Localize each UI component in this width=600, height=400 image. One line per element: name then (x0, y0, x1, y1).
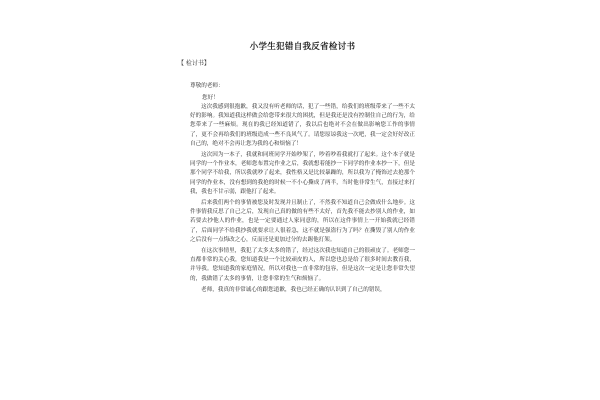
paragraph: 后来我们两个的事情被您及时发现并且制止了，不然我不知道自己会做成什么地步。这件事情我反思了自己之后，发现自己真的做的有些不太好，首先我不能去抄别人的作业，如若要去抄他人的作业，也是一定要通过人家同意的，所以在这件事情上一开始我就已经错了，后面同学不给我抄我就要求让人很着急，这不就是强盗行为了吗？在撕毁了别人的作业之后没有一点悔改之心，反而还是更加过分的去踢他打架。 (190, 200, 415, 243)
document-tag: 【 检讨书】 (178, 60, 210, 67)
paragraph: 老师，我真的非常诚心的跟您道歉，我也已经正确的认识到了自己的错误， (201, 286, 386, 293)
document-title: 小学生犯错自我反省检讨书 (249, 42, 356, 52)
paragraph: 这次因为一本子，我就和同班同学开始吵架了，吵着吵着我就打了起来。这个本子就是同学的一个作业本，老师您布置完作业之后，我就想着能抄一下同学的作业本抄一下，但是那个同学不给我，所以我就吵了起来，我性格又是比较暴躁的，所以我为了掩饰过去抢那个同学的作业本，没有想到的我抢的时候一不小心撕成了两半，当时他非常生气，直接过来打我，我也不甘示弱，跟他打了起来。 (190, 152, 415, 195)
salutation: 尊敬的老师： (190, 83, 224, 89)
document-page (178, 40, 415, 400)
paragraph: 这次我感到很抱歉，我又没有听老师的话，犯了一些错，给我们的班级带来了一些不太好的影响。我知道我这样做会给您带来很大的困扰，但是我还是没有控制住自己的行为，给您带来了一些麻烦。现在的我已经知道错了，我以后也绝对不会在做出影响您工作的事情了，更不会再给我们的班级造成一些不良风气了。请您原谅我这一次吧，我一定会好好改正自己的，绝对不会再让您为我的心和烦恼了！ (190, 104, 415, 147)
paragraph: 在这次事情里，我犯了太多太多的错了，经过这次我也知道自己的很顽皮了。老师您一直都非常的关心我，您知道我是一个比较顽皮的人，所以您也总是给了很多时间去教育我，并导我。您知道我的家庭情况，所以对我也一直非常的包容，但是这次一定是让您非常失望的，我做错了太多的事情，让您非常的生气和烦恼了。 (190, 248, 415, 282)
greeting: 您好！ (202, 95, 219, 101)
